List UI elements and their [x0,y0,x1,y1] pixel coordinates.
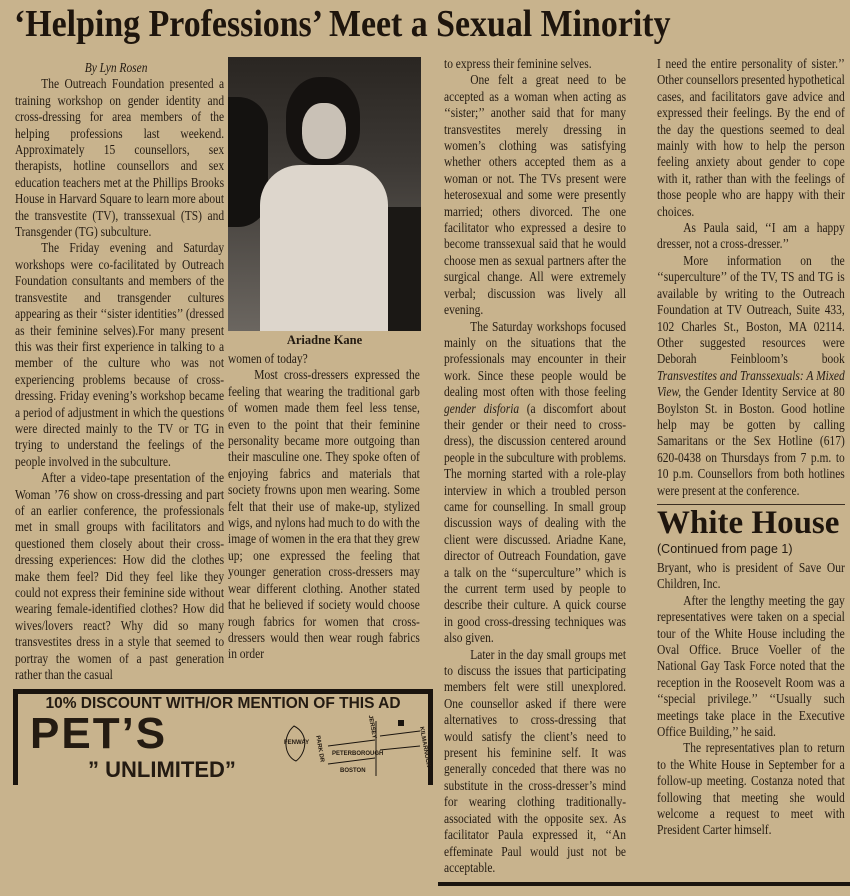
byline: By Lyn Rosen [84,61,148,76]
bottom-ad-border [438,882,850,896]
italic-term: gender disforia [444,401,520,417]
paragraph: The Friday evening and Saturday workshops were co-facilitated by Outreach Foundation consultants and members of the transvestite and transgender cultures appearing as their ‘‘sister identities’’ (dressed as their feminine selves).For many present this was their first experience in talking to a member of the culture who was not experiencing problems because of cross-dressing. Friday evening’s workshop became a period of adjustment in which the questions were directed mainly to the TV or TG in trying to understand the feelings of the people involved in the subculture. [15,241,225,470]
paragraph [657,254,845,500]
ad-discount: 10% DISCOUNT WITH/OR MENTION OF THIS AD [45,695,401,712]
article-column-2 [228,352,420,664]
paragraph: After the lengthy meeting the gay representatives were taken on a special tour of the White House including the Oval Office. Bruce Voeller of the National Gay Task Force noted that the reception in the Roosevelt Room was a ‘‘special privilege.’’ ‘‘Usually such meetings take place in the Executive Office Building,’’ he said. [657,593,845,741]
continued-note: (Continued from page 1) [657,541,793,556]
paragraph: The Outreach Foundation presented a training workshop on gender identity and cross-dressing for area members of the helping professions last weekend. Approximately 15 counsellors, sex therapists, hotline counsellors and sex education teachers met at the Phillips Brooks House in Harvard Square to learn more about the transvestite (TV), transsexual (TS) and Transgender (TG) subculture. [15,77,225,241]
headline: ‘Helping Professions’ Meet a Sexual Minority [14,3,671,45]
paragraph [444,320,626,648]
paragraph: I need the entire personality of sister.’’ Other counsellors presented hypothetical cases, and facilitators gave advice and expressed their feelings. By the end of the day the questions seemed to deal mainly with how to help the person feeling anxiety about gender to cope with it, rather than with the feelings of those people who are happy with their choices. [657,57,845,220]
map-label: PARK DR [314,735,325,763]
article-column-3 [444,57,626,877]
paragraph: One felt a great need to be accepted as a woman when acting as ‘‘sister;’’ another said that for many transvestites merely dressing in women’s clothing was satisfying whether others accepted them as a woman or not. The TVs present were heterosexual and some were presently married; others divorced. The one facilitator who expressed a desire to become transsexual said that he would choose men as sexual partners after the surgical change. All were extremely verbal; discussion was lively all evening. [444,73,627,319]
paragraph: to express their feminine selves. [444,57,592,72]
pets-unlimited-ad [13,689,433,785]
photo-ariadne-kane [228,57,421,331]
paragraph: Most cross-dressers expressed the feeling that wearing the traditional garb of women made them feel less tense, even to the point that their feminine personality became more outgoing than their masculine one. They spoke often of enjoying fabrics and materials that society frowns upon men wearing. Some felt that their use of make-up, stylized wigs, and nylons had much to do with the image of women in the era that they grew up; one expressed the feeling that younger generation cross-dressers may wear different clothing. Another stated that he believed if society would choose rough fabrics for women that cross-dressers would then wear rough fabrics in order [228,368,420,663]
text: More information on the ‘‘superculture’’ of the TV, TS and TG is available by writing to the Outreach Foundation at TV Outreach, Suite 433, 102 Charles St., Boston, MA 02114. Other suggested resources were Deborah Feinbloom’s book [657,253,845,368]
book-title: Transvestites and Transsexuals: A Mixed View, [657,368,845,401]
map-label: KILMARNOCK [417,726,432,768]
photo-caption: Ariadne Kane [286,333,363,347]
paragraph: Bryant, who is president of Save Our Children, Inc. [657,560,845,593]
paragraph: After a video-tape presentation of the Woman ’76 show on cross-dressing and part of an earlier conference, the professionals met in small groups with facilitators and questioned them closely about their cross-dressing experiences: How did the clothes make them feel? Did they feel like they could not express their feminine side without wearing female-identified clothes? How did wives/lovers react? Why did so many transvestites dress in a style that seemed to portray the women of a past generation rather than the casual [15,471,225,684]
map-label: PETERBOROUGH [332,751,384,757]
ad-subtitle: ” UNLIMITED” [88,757,236,782]
paragraph: The representatives plan to return to the White House in September for a follow-up meeting. Costanza noted that following that meeting she would welcome a request to meet with President Carter himself. [657,741,845,839]
white-house-headline: White House [657,504,840,541]
article-column-1 [15,61,224,684]
white-house-article [657,561,845,840]
map-label: JERSEY [366,714,377,740]
paragraph: women of today? [228,352,308,367]
ad-logo: PET’S [30,709,168,758]
map-label: FENWAY [284,740,310,746]
ad-map [280,716,430,780]
text: The Saturday workshops focused mainly on the situations that the professionals may encounter in their work. Since these people would be dealing most often with those feeling [444,319,627,401]
paragraph: Later in the day small groups met to discuss the issues that participating members felt were still unexplored. One counsellor asked if there were alternatives to cross-dressing that would satisfy the client’s need to present his feminine self. It was generally conceded that there was no substitute in the cross-dresser’s mind for wearing clothing traditionally-associated with the opposite sex. As facilitator Paula expressed it, ‘‘An effeminate Paul would just not be acceptable. [444,647,627,876]
text: (a discomfort about their gender or their need to cross-dress), the discussion centered around people in the subculture with problems. The morning started with a role-play interview in which a troubled person came for counselling. In small group discussion ways of dealing with the client were discussed. Ariadne Kane, director of Outreach Foundation, gave a talk on the ‘‘superculture’’ which is the current term used by people to describe their culture. A quick course in good cross-dressing techniques was also given. [444,401,627,647]
right-column [657,57,845,840]
paragraph: As Paula said, ‘‘I am a happy dresser, not a cross-dresser.’’ [657,221,845,253]
map-label: BOSTON [340,768,366,774]
text: the Gender Identity Service at 80 Boylston St. in Boston. Good hotline help may be gotten by calling Samaritans or the Sex Hotline (617) 620-0438 on Thursdays from 7 p.m. to 10 p.m. Counsellors from both hotlines were present at the conference. [657,385,845,499]
article-column-4 [657,57,845,500]
